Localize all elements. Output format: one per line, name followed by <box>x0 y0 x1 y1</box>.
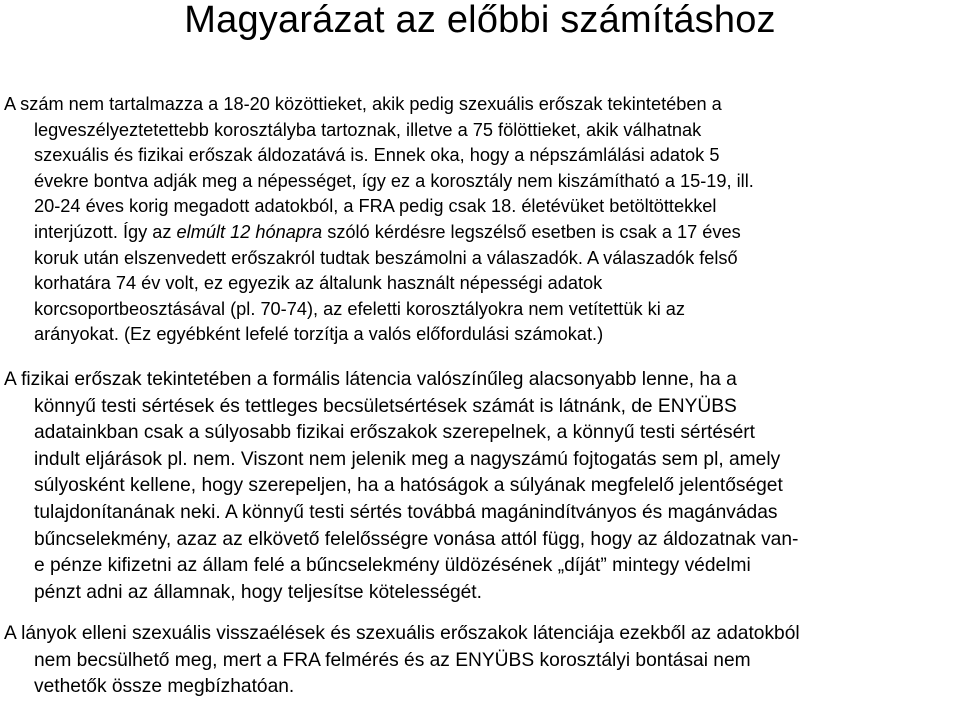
text-line: koruk után elszenvedett erőszakról tudtak beszámolni a válaszadók. A válaszadók felső <box>34 247 738 268</box>
text-segment: interjúzott. Így az <box>34 221 172 242</box>
text-line: vethetők össze megbízhatóan. <box>34 676 295 698</box>
emphasized-text: elmúlt 12 hónapra <box>176 221 323 242</box>
text-line: e pénze kifizetni az állam felé a bűncselekmény üldözésének „díját” mintegy védelmi <box>34 555 751 577</box>
text-line: legveszélyeztetettebb korosztályba tartoznak, illetve a 75 fölöttieket, akik válhatnak <box>34 119 702 140</box>
text-line: A fizikai erőszak tekintetében a formális látencia valószínűleg alacsonyabb lenne, ha a <box>4 369 737 390</box>
text-line: évekre bontva adják meg a népességet, így ez a korosztály nem kiszámítható a 15-19, ill. <box>34 170 754 191</box>
text-line: súlyosként kellene, hogy szerepeljen, ha a hatóságok a súlyának megfelelő jelentőséget <box>34 475 783 497</box>
text-line: könnyű testi sértések és tettleges becsületsértések számát is látnánk, de ENYÜBS <box>34 395 737 417</box>
page-title: Magyarázat az előbbi számításhoz <box>184 0 776 41</box>
text-line: A szám nem tartalmazza a 18-20 közöttieket, akik pedig szexuális erőszak tekintetében a <box>4 94 722 114</box>
text-line: pénzt adni az államnak, hogy teljesítse kötelességét. <box>34 581 482 603</box>
text-line <box>4 220 960 246</box>
text-line: adatainkban csak a súlyosabb fizikai erőszakok szerepelnek, a könnyű testi sértésért <box>34 422 755 444</box>
text-line: korcsoportbeosztásával (pl. 70-74), az efeletti korosztályokra nem vetítettük ki az <box>34 298 686 319</box>
paragraph-3 <box>4 621 960 701</box>
text-line: arányokat. (Ez egyébként lefelé torzítja a valós előfordulási számokat.) <box>34 324 604 345</box>
text-segment: szóló kérdésre legszélső esetben is csak a 17 éves <box>327 221 741 242</box>
text-line: indult eljárások pl. nem. Viszont nem jelenik meg a nagyszámú fojtogatás sem pl, amely <box>34 448 781 470</box>
text-line: 20-24 éves korig megadott adatokból, a FRA pedig csak 18. életévüket betöltöttekkel <box>34 196 717 217</box>
text-line: A lányok elleni szexuális visszaélések és szexuális erőszakok látenciája ezekből az adatokból <box>4 623 800 644</box>
text-line: bűncselekmény, azaz az elkövető felelősségre vonása attól függ, hogy az áldozatnak van- <box>34 528 799 550</box>
text-line: tulajdonítanának neki. A könnyű testi sértés továbbá magánindítványos és magánvádas <box>34 501 778 523</box>
paragraph-1 <box>4 92 960 348</box>
text-line: nem becsülhető meg, mert a FRA felmérés és az ENYÜBS korosztályi bontásai nem <box>34 649 751 671</box>
text-line: korhatára 74 év volt, ez egyezik az általunk használt népességi adatok <box>34 273 603 294</box>
text-line: szexuális és fizikai erőszak áldozatává is. Ennek oka, hogy a népszámlálási adatok 5 <box>34 145 720 166</box>
paragraph-2 <box>4 367 960 606</box>
